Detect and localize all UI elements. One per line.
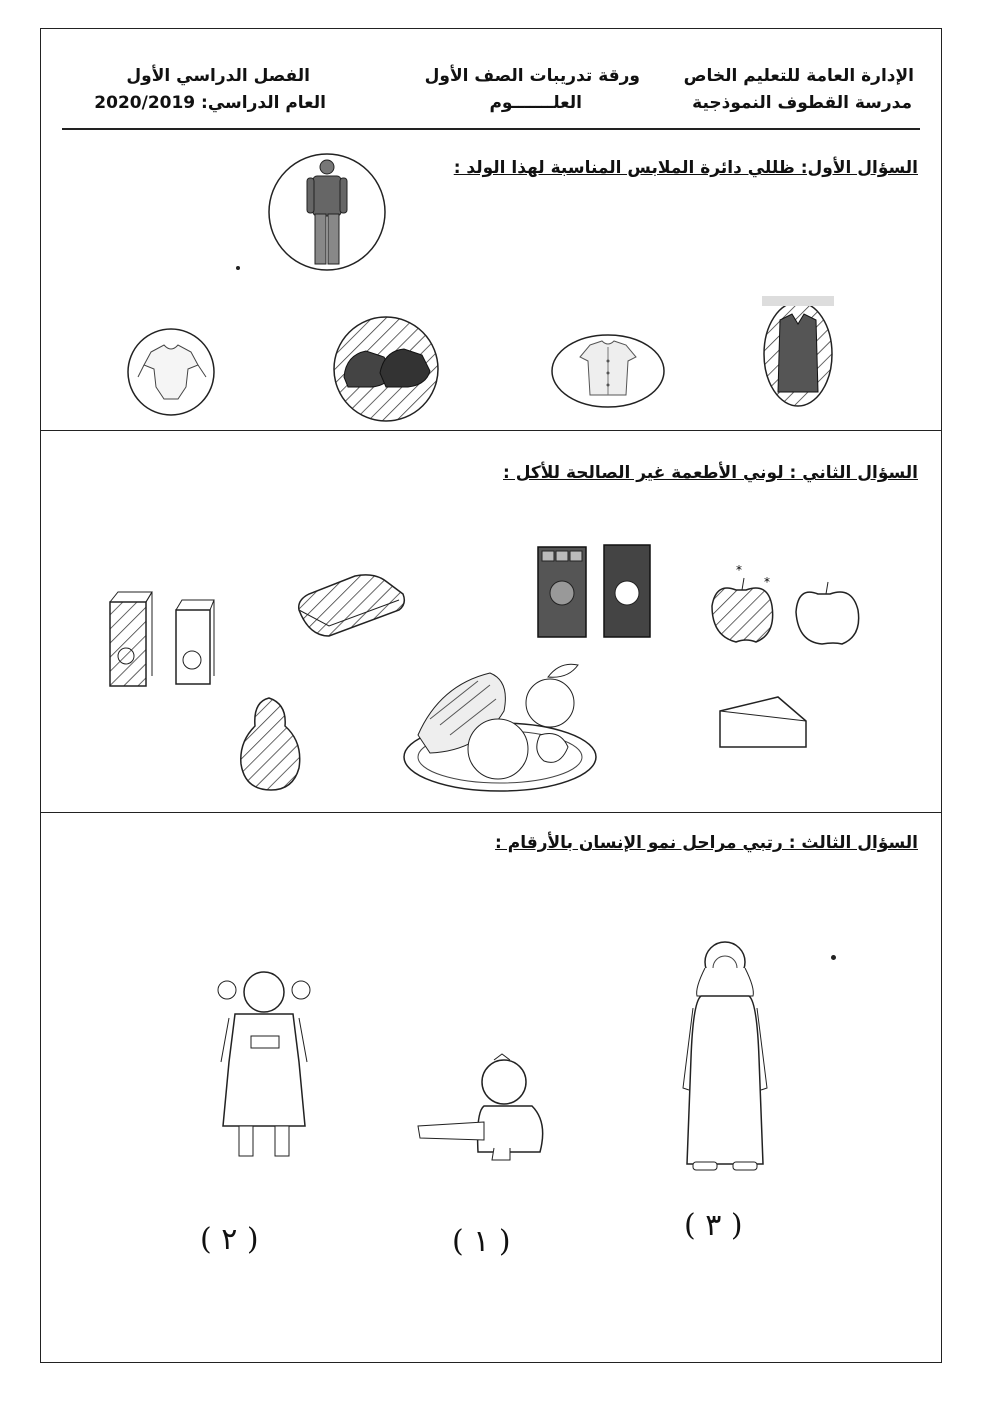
- header-semester: الفصل الدراسي الأول: [126, 66, 310, 86]
- section-divider-1: [40, 430, 942, 431]
- question1-text: السؤال الأول: ظللي دائرة الملابس المناسبة لهذا الولد :: [453, 158, 918, 178]
- vest-icon: [762, 296, 834, 410]
- juice-boxes-icon: [108, 588, 228, 688]
- cheese-icon: [718, 695, 808, 749]
- answer-woman[interactable]: ( ٣ ): [684, 1208, 743, 1243]
- answer-girl[interactable]: ( ٢ ): [200, 1222, 259, 1257]
- answer-baby[interactable]: ( ١ ): [452, 1224, 511, 1259]
- woman-figure: [675, 938, 775, 1172]
- header-admin: الإدارة العامة للتعليم الخاص: [683, 66, 914, 86]
- baby-figure: [414, 1052, 550, 1162]
- ink-dot: [831, 955, 836, 960]
- girl-figure: [213, 966, 315, 1164]
- header-worksheet: ورقة تدريبات الصف الأول: [424, 66, 640, 86]
- chocolate-bars-icon: [530, 543, 655, 638]
- shoes-icon: [332, 315, 440, 423]
- shirt-icon: [550, 333, 666, 409]
- apples-icon: [706, 564, 866, 646]
- header-school: مدرسة القطوف النموذجية: [692, 93, 912, 113]
- boy-figure: [265, 152, 390, 272]
- ink-dot: [236, 266, 240, 270]
- header-year: العام الدراسي: 2020/2019: [94, 93, 326, 113]
- question3-text: السؤال الثالث : رتبي مراحل نمو الإنسان بالأرقام :: [495, 833, 918, 853]
- header-subject: العلـــــــوم: [489, 93, 582, 113]
- header-rule: [62, 128, 920, 130]
- svg-text:*: *: [764, 575, 770, 589]
- pear-icon: [237, 692, 307, 794]
- svg-text:*: *: [736, 563, 742, 577]
- bread-icon: [295, 570, 410, 640]
- question2-text: السؤال الثاني : لوني الأطعمة غير الصالحة للأكل :: [503, 463, 918, 483]
- bodysuit-icon: [126, 327, 216, 417]
- section-divider-2: [40, 812, 942, 813]
- food-plate-icon: [400, 655, 600, 795]
